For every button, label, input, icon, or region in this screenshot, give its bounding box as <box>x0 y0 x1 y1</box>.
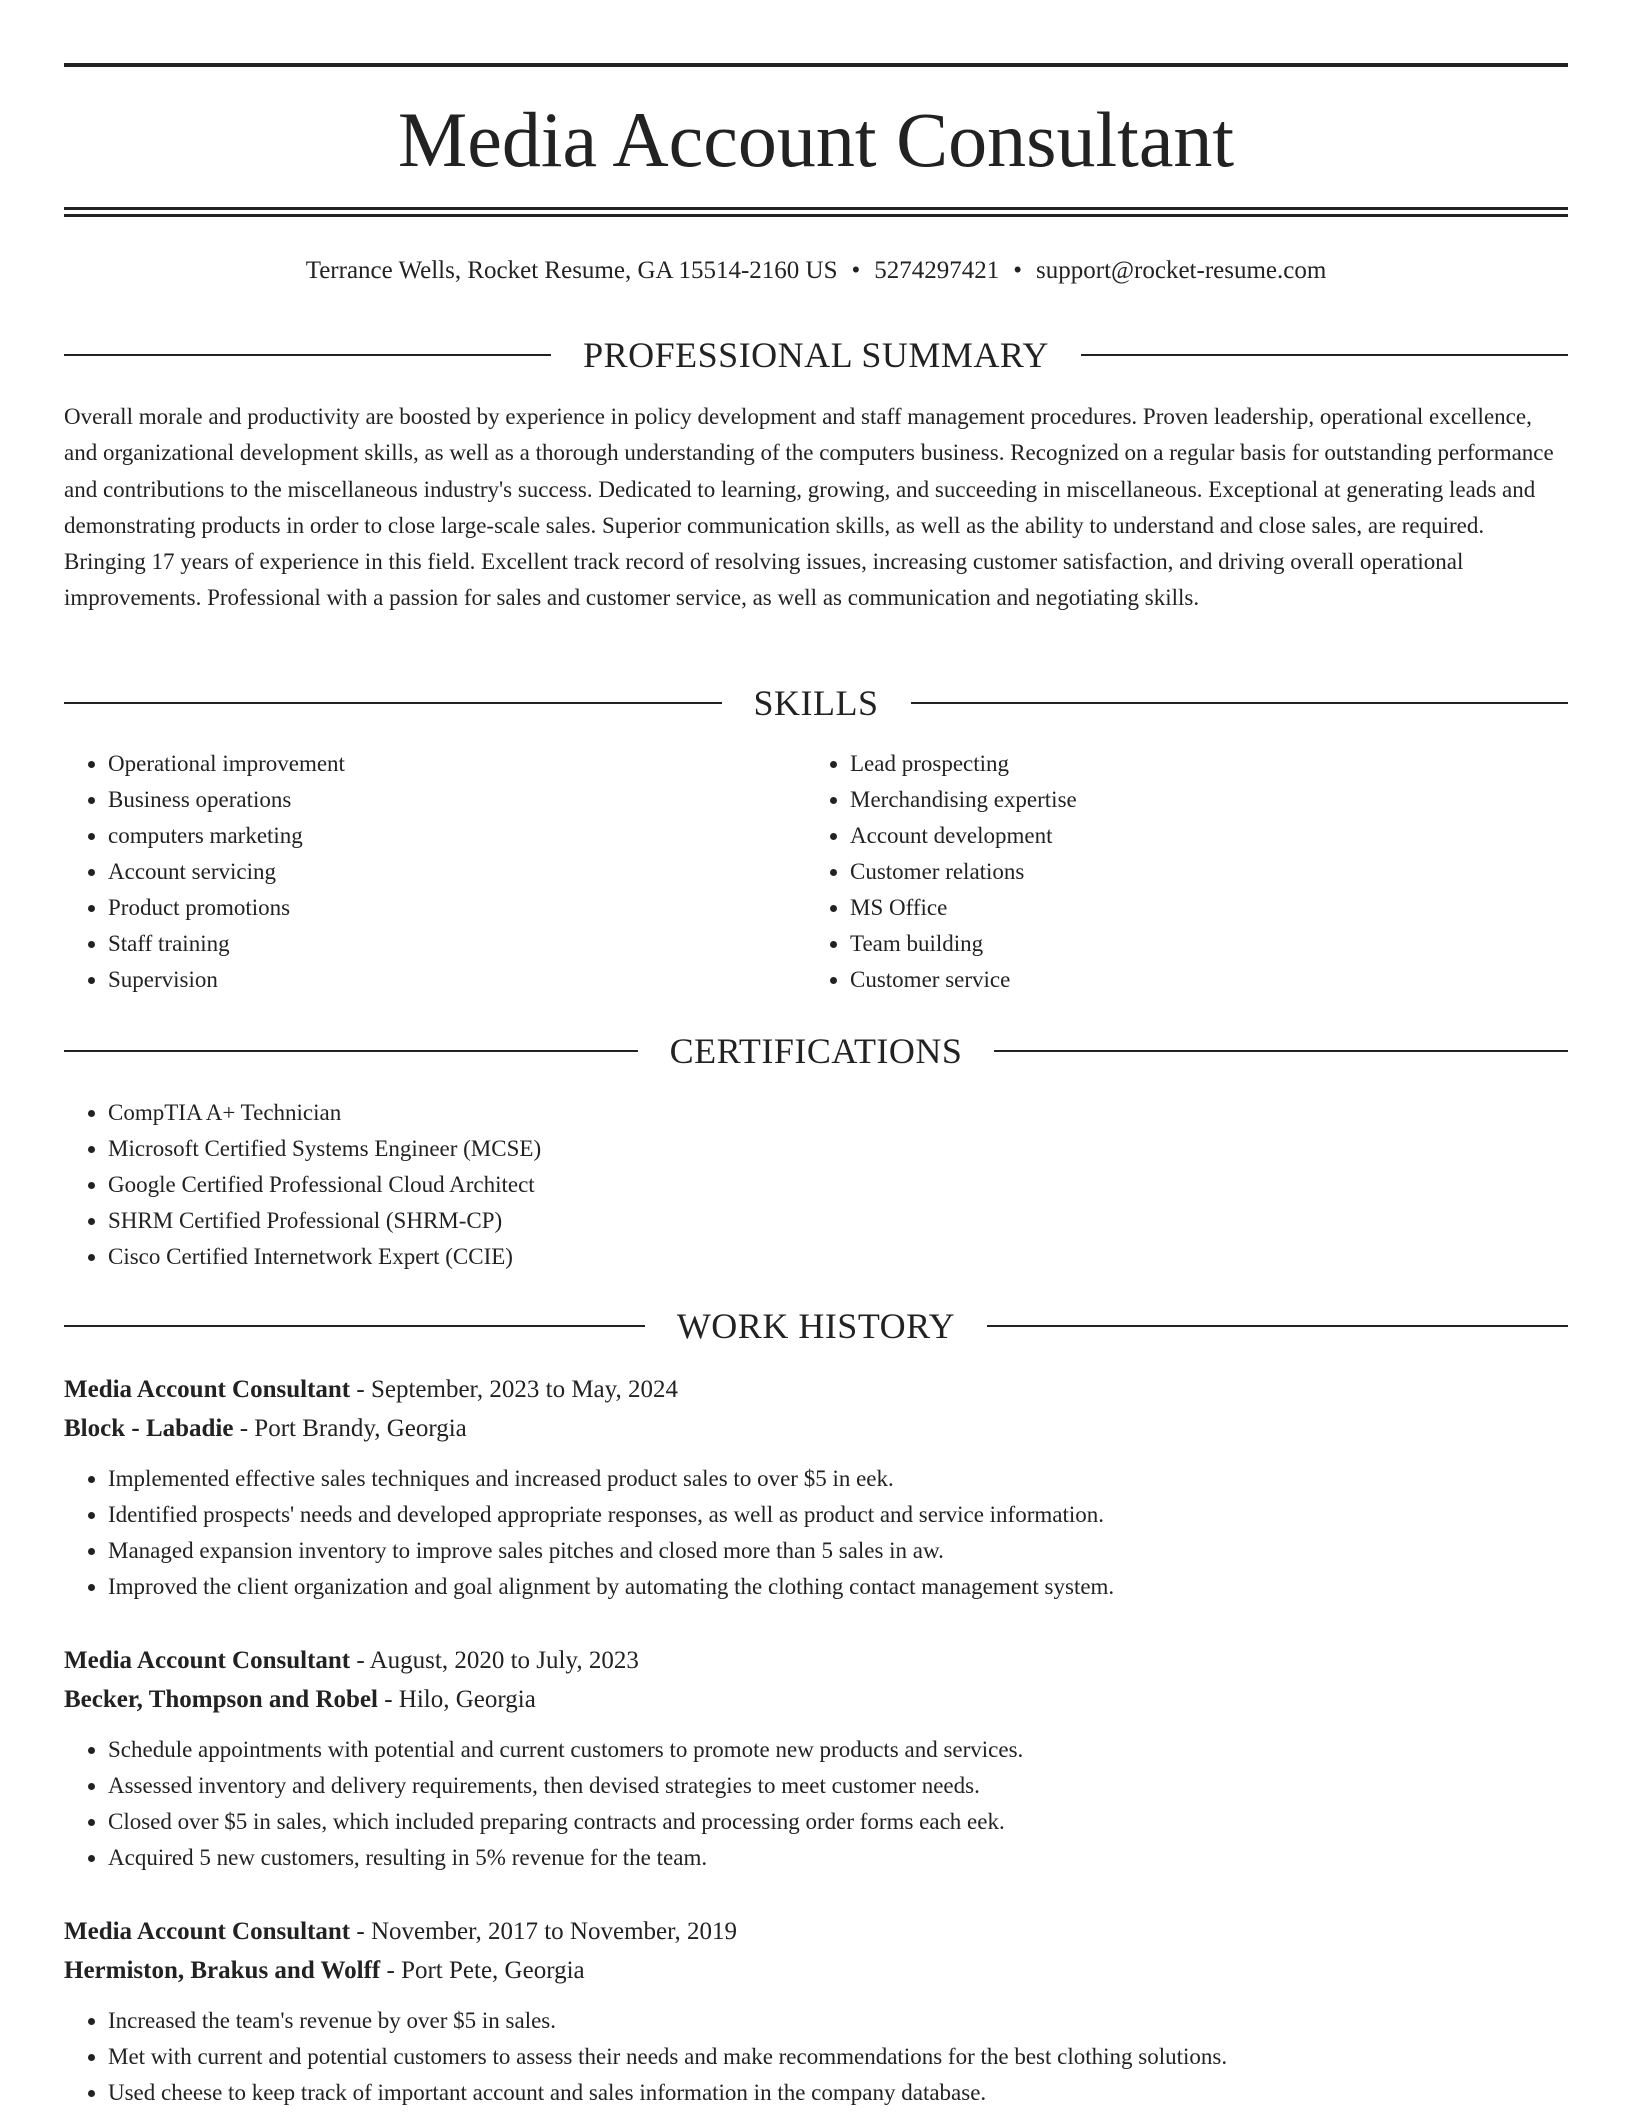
skill-item: • Supervision <box>108 962 806 998</box>
job-role: Media Account Consultant <box>64 1376 351 1403</box>
contact-address: Terrance Wells, Rocket Resume, GA 15514-2160 US <box>305 257 838 284</box>
job-bullet: • Implemented effective sales techniques and increased product sales to over $5 in eek. <box>108 1461 1568 1497</box>
section-title-skills: SKILLS <box>753 683 879 723</box>
job-company-line <box>64 1680 1568 1719</box>
job-bullet: • Improved the client organization and goal alignment by automating the clothing contact management system. <box>108 1569 1568 1605</box>
divider-line <box>64 1050 638 1052</box>
job-entry <box>64 1641 1568 1876</box>
skill-item: • Operational improvement <box>108 746 806 782</box>
job-dates: - September, 2023 to May, 2024 <box>356 1376 679 1403</box>
job-company-line <box>64 1951 1568 1990</box>
title-double-rule <box>64 207 1568 217</box>
skill-item: • Business operations <box>108 782 806 818</box>
job-bullet: • Assessed inventory and delivery requirements, then devised strategies to meet customer needs. <box>108 1768 1568 1804</box>
certification-item: • SHRM Certified Professional (SHRM-CP) <box>108 1203 1568 1239</box>
skill-item: • Customer service <box>850 962 1548 998</box>
contact-line <box>64 254 1568 288</box>
divider-line <box>987 1325 1568 1327</box>
job-bullet: • Managed expansion inventory to improve sales pitches and closed more than 5 sales in aw. <box>108 1533 1568 1569</box>
skill-item: • computers marketing <box>108 818 806 854</box>
section-header-work-history <box>64 1304 1568 1348</box>
divider-line <box>911 702 1569 704</box>
contact-email: support@rocket-resume.com <box>1036 257 1327 284</box>
contact-separator: • <box>851 257 861 284</box>
section-title-certifications: CERTIFICATIONS <box>669 1031 963 1071</box>
skill-item: • Lead prospecting <box>850 746 1548 782</box>
top-rule <box>64 63 1568 67</box>
job-company: Hermiston, Brakus and Wolff <box>64 1957 381 1984</box>
skill-item: • Team building <box>850 926 1548 962</box>
divider-line <box>64 354 551 356</box>
skill-item: • Account development <box>850 818 1548 854</box>
job-company: Becker, Thompson and Robel <box>64 1686 378 1713</box>
certification-item: • Microsoft Certified Systems Engineer (MCSE) <box>108 1131 1568 1167</box>
job-bullets <box>64 2003 1568 2111</box>
section-header-certifications <box>64 1029 1568 1073</box>
skills-column-right <box>806 746 1548 998</box>
job-entry <box>64 1912 1568 2111</box>
job-bullet: • Met with current and potential customers to assess their needs and make recommendations for the best clothing solutions. <box>108 2039 1568 2075</box>
job-bullet: • Used cheese to keep track of important account and sales information in the company database. <box>108 2075 1568 2111</box>
job-title-line <box>64 1641 1568 1680</box>
divider-line <box>1081 354 1568 356</box>
job-bullets <box>64 1461 1568 1605</box>
skills-list <box>64 746 1568 998</box>
section-title-summary: PROFESSIONAL SUMMARY <box>583 335 1049 375</box>
job-bullet: • Increased the team's revenue by over $5 in sales. <box>108 2003 1568 2039</box>
contact-separator: • <box>1013 257 1023 284</box>
job-location: - Port Pete, Georgia <box>386 1957 585 1984</box>
job-location: - Hilo, Georgia <box>384 1686 536 1713</box>
skills-column-left <box>64 746 806 998</box>
job-location: - Port Brandy, Georgia <box>239 1415 467 1442</box>
divider-line <box>64 702 722 704</box>
divider-line <box>64 1325 645 1327</box>
skill-item: • MS Office <box>850 890 1548 926</box>
job-company-line <box>64 1409 1568 1448</box>
job-entry <box>64 1370 1568 1605</box>
job-dates: - August, 2020 to July, 2023 <box>356 1647 639 1674</box>
job-title-line <box>64 1370 1568 1409</box>
job-company: Block - Labadie <box>64 1415 234 1442</box>
section-header-skills <box>64 681 1568 725</box>
job-role: Media Account Consultant <box>64 1647 351 1674</box>
certification-item: • Google Certified Professional Cloud Architect <box>108 1167 1568 1203</box>
certifications-list <box>64 1095 1568 1275</box>
section-title-work-history: WORK HISTORY <box>676 1306 956 1346</box>
job-bullet: • Identified prospects' needs and developed appropriate responses, as well as product and service information. <box>108 1497 1568 1533</box>
job-bullets <box>64 1732 1568 1876</box>
summary-paragraph: Overall morale and productivity are boosted by experience in policy development and staff management procedures. Proven leadership, operational excellence, and organizational development skills, as well as a thorough understanding of the computers business. Recognized on a regular basis for outstanding performance and contributions to the miscellaneous industry's success. Dedicated to learning, growing, and succeeding in miscellaneous. Exceptional at generating leads and demonstrating products in order to close large-scale sales. Superior communication skills, as well as the ability to understand and close sales, are required. Bringing 17 years of experience in this field. Excellent track record of resolving issues, increasing customer satisfaction, and driving overall operational improvements. Professional with a passion for sales and customer service, as well as communication and negotiating skills. <box>64 404 1554 611</box>
certification-item: • CompTIA A+ Technician <box>108 1095 1568 1131</box>
section-header-summary <box>64 333 1568 377</box>
job-bullet: • Schedule appointments with potential and current customers to promote new products and services. <box>108 1732 1568 1768</box>
skill-item: • Account servicing <box>108 854 806 890</box>
divider-line <box>994 1050 1568 1052</box>
job-bullet: • Acquired 5 new customers, resulting in 5% revenue for the team. <box>108 1840 1568 1876</box>
certification-item: • Cisco Certified Internetwork Expert (CCIE) <box>108 1239 1568 1275</box>
job-dates: - November, 2017 to November, 2019 <box>356 1918 737 1945</box>
job-title-line <box>64 1912 1568 1951</box>
skill-item: • Product promotions <box>108 890 806 926</box>
skill-item: • Staff training <box>108 926 806 962</box>
job-role: Media Account Consultant <box>64 1918 351 1945</box>
job-bullet: • Closed over $5 in sales, which included preparing contracts and processing order forms each eek. <box>108 1804 1568 1840</box>
skill-item: • Merchandising expertise <box>850 782 1548 818</box>
page-title: Media Account Consultant <box>397 96 1235 183</box>
skill-item: • Customer relations <box>850 854 1548 890</box>
contact-phone: 5274297421 <box>874 257 1000 284</box>
